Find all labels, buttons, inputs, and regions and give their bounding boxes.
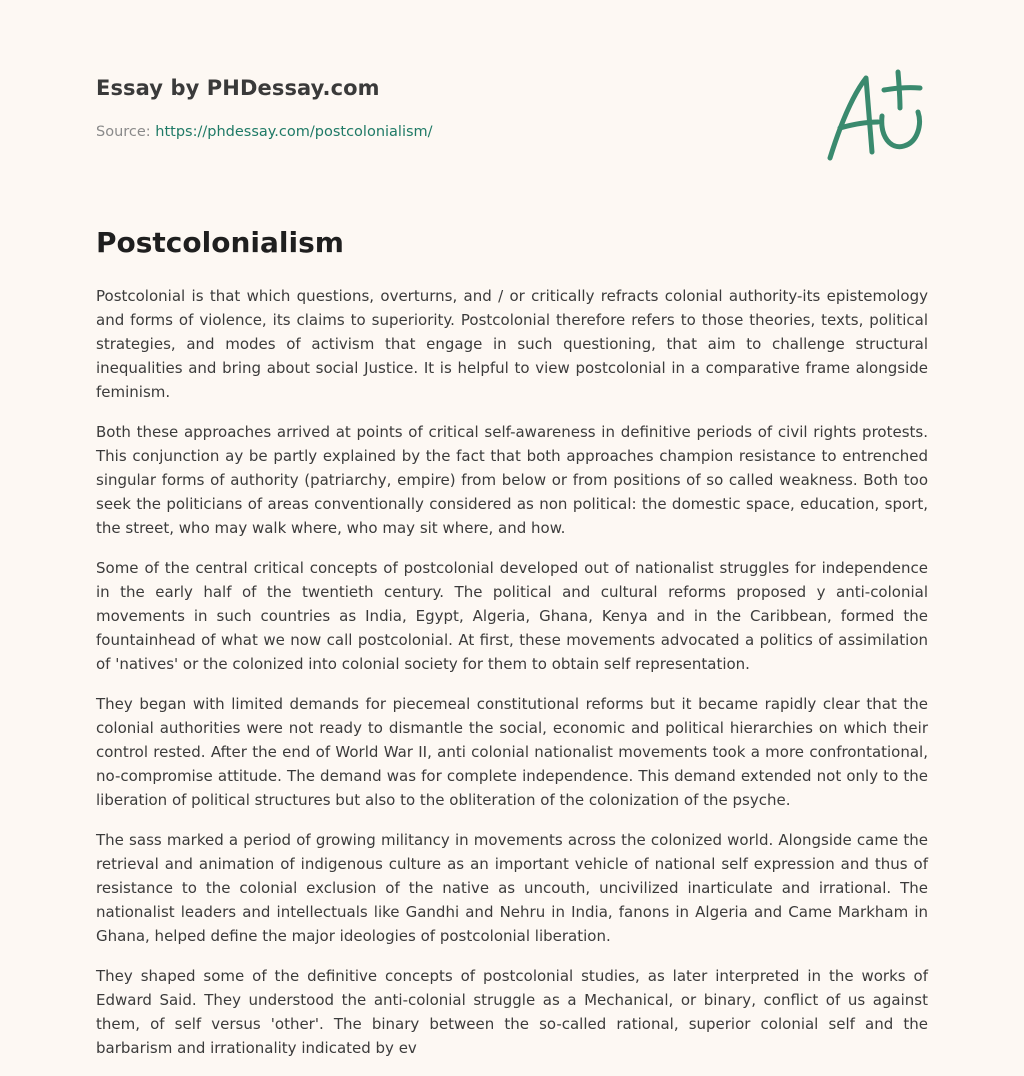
source-line	[96, 124, 433, 140]
page-header	[96, 76, 936, 140]
source-label: Source:	[96, 124, 151, 140]
essay-paragraph: The sass marked a period of growing militancy in movements across the colonized world. Alongside came the retrieval and animation of indigenous culture as an important vehicle of national self expression and thus of resistance to the colonial exclusion of the native as uncouth, uncivilized inarticulate and irrational. The nationalist leaders and intellectuals like Gandhi and Nehru in India, fanons in Algeria and Came Markham in Ghana, helped define the major ideologies of postcolonial liberation.	[96, 831, 928, 945]
a-plus-grade-icon	[820, 66, 930, 166]
essay-paragraph: Postcolonial is that which questions, overturns, and / or critically refracts colonial authority-its epistemology and forms of violence, its claims to superiority. Postcolonial therefore refers to those theories, texts, political strategies, and modes of activism that engage in such questioning, that aim to challenge structural inequalities and bring about social Justice. It is helpful to view postcolonial in a comparative frame alongside feminism.	[96, 287, 928, 401]
essay-paragraph: They began with limited demands for piecemeal constitutional reforms but it became rapidly clear that the colonial authorities were not ready to dismantle the social, economic and political hierarchies on which their control rested. After the end of World War II, anti colonial nationalist movements took a more confrontational, no-compromise attitude. The demand was for complete independence. This demand extended not only to the liberation of political structures but also to the obliteration of the colonization of the psyche.	[96, 695, 928, 809]
essay-body	[96, 284, 928, 1076]
essay-title: Postcolonialism	[96, 226, 344, 259]
essay-paragraph: They shaped some of the definitive concepts of postcolonial studies, as later interpreted in the works of Edward Said. They understood the anti-colonial struggle as a Mechanical, or binary, conflict of us against them, of self versus 'other'. The binary between the so-called rational, superior colonial self and the barbarism and irrationality indicated by ev	[96, 967, 928, 1057]
site-brand: Essay by PHDessay.com	[96, 76, 380, 100]
essay-paragraph: Some of the central critical concepts of postcolonial developed out of nationalist struggles for independence in the early half of the twentieth century. The political and cultural reforms proposed y anti-colonial movements in such countries as India, Egypt, Algeria, Ghana, Kenya and in the Caribbean, formed the fountainhead of what we now call postcolonial. At first, these movements advocated a politics of assimilation of 'natives' or the colonized into colonial society for them to obtain self representation.	[96, 559, 928, 673]
source-link[interactable]: https://phdessay.com/postcolonialism/	[155, 124, 433, 140]
essay-paragraph: Both these approaches arrived at points of critical self-awareness in definitive periods of civil rights protests. This conjunction ay be partly explained by the fact that both approaches champion resistance to entrenched singular forms of authority (patriarchy, empire) from below or from positions of so called weakness. Both too seek the politicians of areas conventionally considered as non political: the domestic space, education, sport, the street, who may walk where, who may sit where, and how.	[96, 423, 928, 537]
